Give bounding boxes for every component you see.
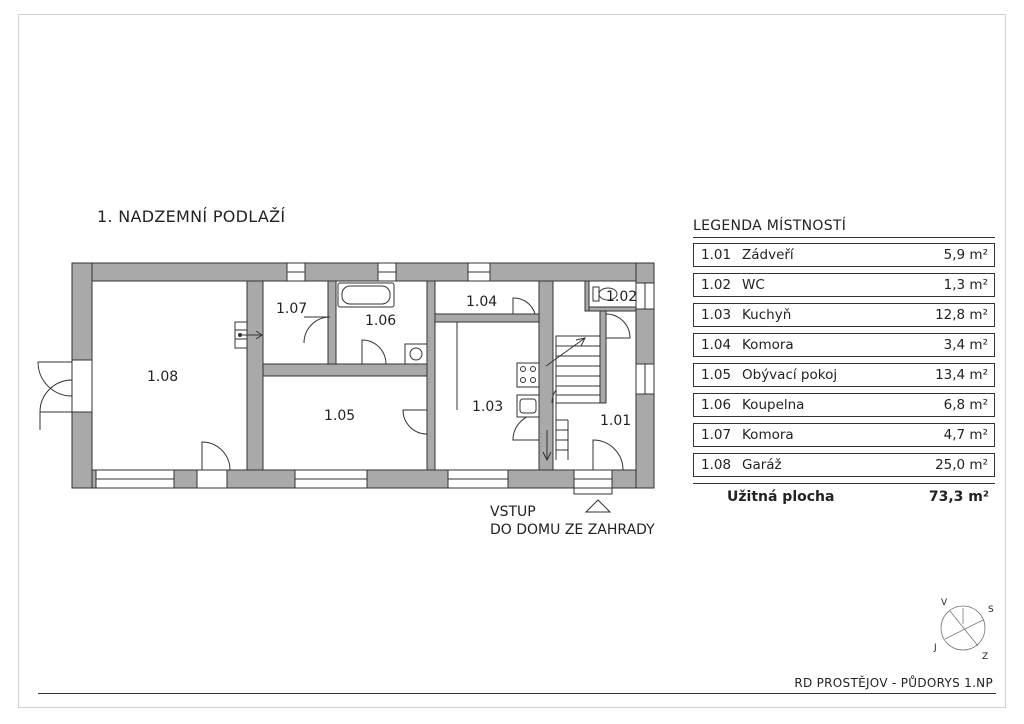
- legend-row-code: 1.01: [701, 247, 732, 263]
- room-label-103: 1.03: [472, 399, 504, 415]
- legend-row-name: Obývací pokoj: [742, 367, 838, 383]
- legend-title: LEGENDA MÍSTNOSTÍ: [693, 218, 995, 238]
- legend-row: [693, 363, 995, 387]
- legend-row-name: Garáž: [742, 457, 782, 473]
- legend-row-area: 3,4 m²: [943, 337, 988, 353]
- legend-row-name: Komora: [742, 337, 794, 353]
- legend-row-area: 13,4 m²: [935, 367, 988, 383]
- legend-row-name: Kuchyň: [742, 307, 792, 323]
- legend-row-code: 1.03: [701, 307, 732, 323]
- wall-livingroom-north: [263, 364, 433, 376]
- footer-title: RD PROSTĚJOV - PŮDORYS 1.NP: [794, 676, 993, 690]
- entry-line-1: VSTUP: [490, 504, 536, 520]
- wall-kitchen-west: [427, 281, 435, 470]
- legend-row-code: 1.02: [701, 277, 732, 293]
- legend-row-area: 1,3 m²: [943, 277, 988, 293]
- legend-row: [693, 273, 995, 297]
- plan-title: 1. NADZEMNÍ PODLAŽÍ: [97, 207, 286, 226]
- legend-row-name: WC: [742, 277, 765, 293]
- wall-hall-partition: [600, 311, 606, 403]
- room-legend: [693, 218, 995, 509]
- entry-note: [490, 503, 655, 539]
- legend-row-code: 1.04: [701, 337, 732, 353]
- legend-row: [693, 393, 995, 417]
- legend-row-name: Zádveří: [742, 247, 794, 263]
- room-label-107: 1.07: [276, 301, 308, 317]
- legend-total-value: 73,3 m²: [928, 488, 989, 505]
- compass-label-north: V: [941, 598, 948, 608]
- room-label-104: 1.04: [466, 294, 498, 310]
- entry-line-2: DO DOMU ZE ZAHRADY: [490, 522, 655, 538]
- legend-row-area: 4,7 m²: [943, 427, 988, 443]
- legend-row: [693, 453, 995, 477]
- stove: [517, 363, 539, 387]
- room-label-105: 1.05: [324, 408, 356, 424]
- room-label-101: 1.01: [600, 413, 632, 429]
- legend-row-area: 6,8 m²: [943, 397, 988, 413]
- legend-total-label: Užitná plocha: [727, 488, 835, 505]
- wall-107-106: [328, 281, 336, 364]
- legend-row-code: 1.08: [701, 457, 732, 473]
- wall-kitchen-east: [539, 281, 553, 470]
- legend-row-code: 1.06: [701, 397, 732, 413]
- legend-row-name: Koupelna: [742, 397, 805, 413]
- legend-row-code: 1.07: [701, 427, 732, 443]
- wall-wc-south: [589, 307, 636, 311]
- compass-label-west: J: [934, 643, 937, 653]
- legend-row: [693, 243, 995, 267]
- wall-garage-east: [247, 281, 263, 470]
- legend-row: [693, 423, 995, 447]
- legend-row-name: Komora: [742, 427, 794, 443]
- compass-label-east: S: [988, 605, 994, 615]
- compass-icon: [941, 606, 985, 650]
- legend-rows: [693, 243, 995, 477]
- toilet-tank: [593, 287, 599, 301]
- legend-row-area: 5,9 m²: [943, 247, 988, 263]
- legend-row-area: 12,8 m²: [935, 307, 988, 323]
- room-label-108: 1.08: [147, 369, 179, 385]
- room-label-106: 1.06: [365, 313, 397, 329]
- legend-row-area: 25,0 m²: [935, 457, 988, 473]
- legend-row-code: 1.05: [701, 367, 732, 383]
- footer-rule: [38, 693, 996, 694]
- compass-label-south: Z: [982, 652, 989, 662]
- room-label-102: 1.02: [606, 289, 638, 305]
- wall-wc-west: [585, 281, 589, 311]
- legend-total: [693, 483, 995, 509]
- wall-north: [72, 263, 654, 281]
- legend-row: [693, 303, 995, 327]
- legend-row: [693, 333, 995, 357]
- wall-pantry-south: [435, 314, 539, 322]
